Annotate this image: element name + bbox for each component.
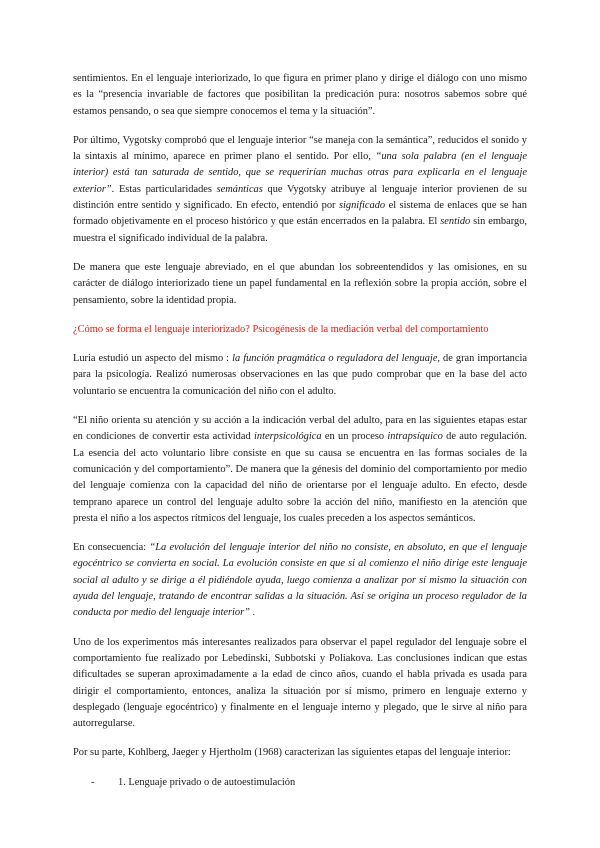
italic-text: semánticas	[216, 183, 263, 195]
paragraph-vygotsky-semantics	[73, 133, 527, 247]
text-run: “El niño orienta su atención y su acción a la indicación verbal del adulto, para en las siguientes etapas estar en condiciones de convertir esta actividad	[73, 415, 527, 443]
text-run: De manera que este lenguaje abreviado, en el que abundan los sobreentendidos y las omisiones, en su carácter de diálogo interiorizado tiene un papel fundamental en la reflexión sobre la propia acción, sobre el pensamiento, sobre la identidad propia.	[73, 261, 527, 306]
paragraph-interiorized-language	[73, 71, 527, 120]
paragraph-consequence	[73, 540, 527, 621]
paragraph-child-attention	[73, 413, 527, 527]
italic-text: intrapsíquico	[387, 431, 443, 443]
paragraph-abbreviated-language	[73, 260, 527, 309]
italic-text: significado	[338, 200, 386, 212]
text-run: Por último, Vygotsky comprobó que el lenguaje interior “se maneja con la semántica”, reducidos el sonido y la sintaxis al mínimo, aparece en primer plano el sentido. Por ello,	[73, 134, 527, 163]
italic-text: sentido	[440, 216, 471, 228]
document-body	[73, 71, 527, 791]
italic-text: interpsicológica	[254, 431, 322, 443]
italic-text: “La evolución del lenguaje interior del niño no consiste, en absoluto, en que el lenguaje egocéntrico se convierta en social. La evolución consiste en que si al comienzo el niño dirige este lenguaje social al adulto y se dirige a él pidiéndole ayuda, luego comienza a analizar por sí mismo la situación con ayuda del lenguaje, tratando de encontrar salidas a la situación. Así se origina un proceso regulador de la conducta por medio del lenguaje interior”	[73, 542, 527, 619]
text-run: .	[249, 607, 256, 619]
list-item	[73, 775, 527, 791]
italic-text: la función pragmática o reguladora del lenguaje,	[232, 353, 441, 365]
italic-text: “una sola palabra (en el lenguaje interior) está tan saturada de sentido, que se requerirían muchas otras para explicarla en el lenguaje exterior”	[73, 151, 527, 195]
list-item-text: 1. Lenguaje privado o de autoestimulación	[118, 776, 296, 788]
text-run: en un proceso	[321, 431, 388, 443]
paragraph-luria	[73, 351, 527, 400]
section-heading-psychogenesis	[73, 322, 527, 338]
text-run: de auto regulación. La esencia del acto voluntario libre consiste en que su causa se encuentra en las formas sociales de la comunicación y del comportamiento”. De manera que la génesis del dominio del comportamiento por medio del lenguaje comienza con la capacidad del niño de orientarse por el lenguaje adulto. En efecto, desde temprano aparece un control del lenguaje adulto sobre la acción del niño, manifiesto en la atención que presta el niño a los aspectos rítmicos del lenguaje, los cuales preceden a los aspectos semánticos.	[73, 431, 527, 524]
text-run: ¿Cómo se forma el lenguaje interiorizado? Psicogénesis de la mediación verbal del comportamiento	[73, 323, 489, 335]
text-run: Luria estudió un aspecto del mismo :	[73, 353, 233, 365]
paragraph-kohlberg	[73, 745, 527, 761]
text-run: el sistema de enlaces que se han formado objetivamente en el proceso histórico y que están encerrados en la palabra. El	[73, 200, 527, 228]
text-run: . Estas particularidades	[111, 183, 217, 195]
text-run: que Vygotsky atribuye al lenguaje interior provienen de su distinción entre sentido y significado. En efecto, entendió por	[73, 183, 527, 212]
paragraph-experiments	[73, 635, 527, 733]
text-run: sin embargo, muestra el significado individual de la palabra.	[73, 216, 527, 244]
text-run: de gran importancia para la psicología. Realizó numerosas observaciones en las que pudo comprobar que en la base del acto voluntario se encuentra la comunicación del niño con el adulto.	[73, 353, 527, 397]
text-run: sentimientos. En el lenguaje interiorizado, lo que figura en primer plano y dirige el diálogo con uno mismo es la “presencia invariable de factores que posibilitan la predicación pura: nosotros sabemos sobre qué estamos pensando, o sea que siempre conocemos el tema y la situación”.	[73, 73, 527, 117]
list-bullet: -	[91, 776, 95, 788]
text-run: Por su parte, Kohlberg, Jaeger y Hjertholm (1968) caracterizan las siguientes etapas del lenguaje interior:	[73, 747, 511, 759]
text-run: Uno de los experimentos más interesantes realizados para observar el papel regulador del lenguaje sobre el comportamiento fue realizado por Lebedinski, Subbotski y Poliakova. Las conclusiones indican que estas dificultades se superan aproximadamente a la edad de cinco años, cuando el habla privada es usada para dirigir el comportamiento, entonces, analiza la situación por sí mismo, primero en lenguaje externo y desplegado (lenguaje egocéntrico) y finalmente en el lenguaje interno y plegado, que le sirve al niño para autorregularse.	[73, 636, 527, 730]
text-run: En consecuencia:	[73, 542, 150, 554]
